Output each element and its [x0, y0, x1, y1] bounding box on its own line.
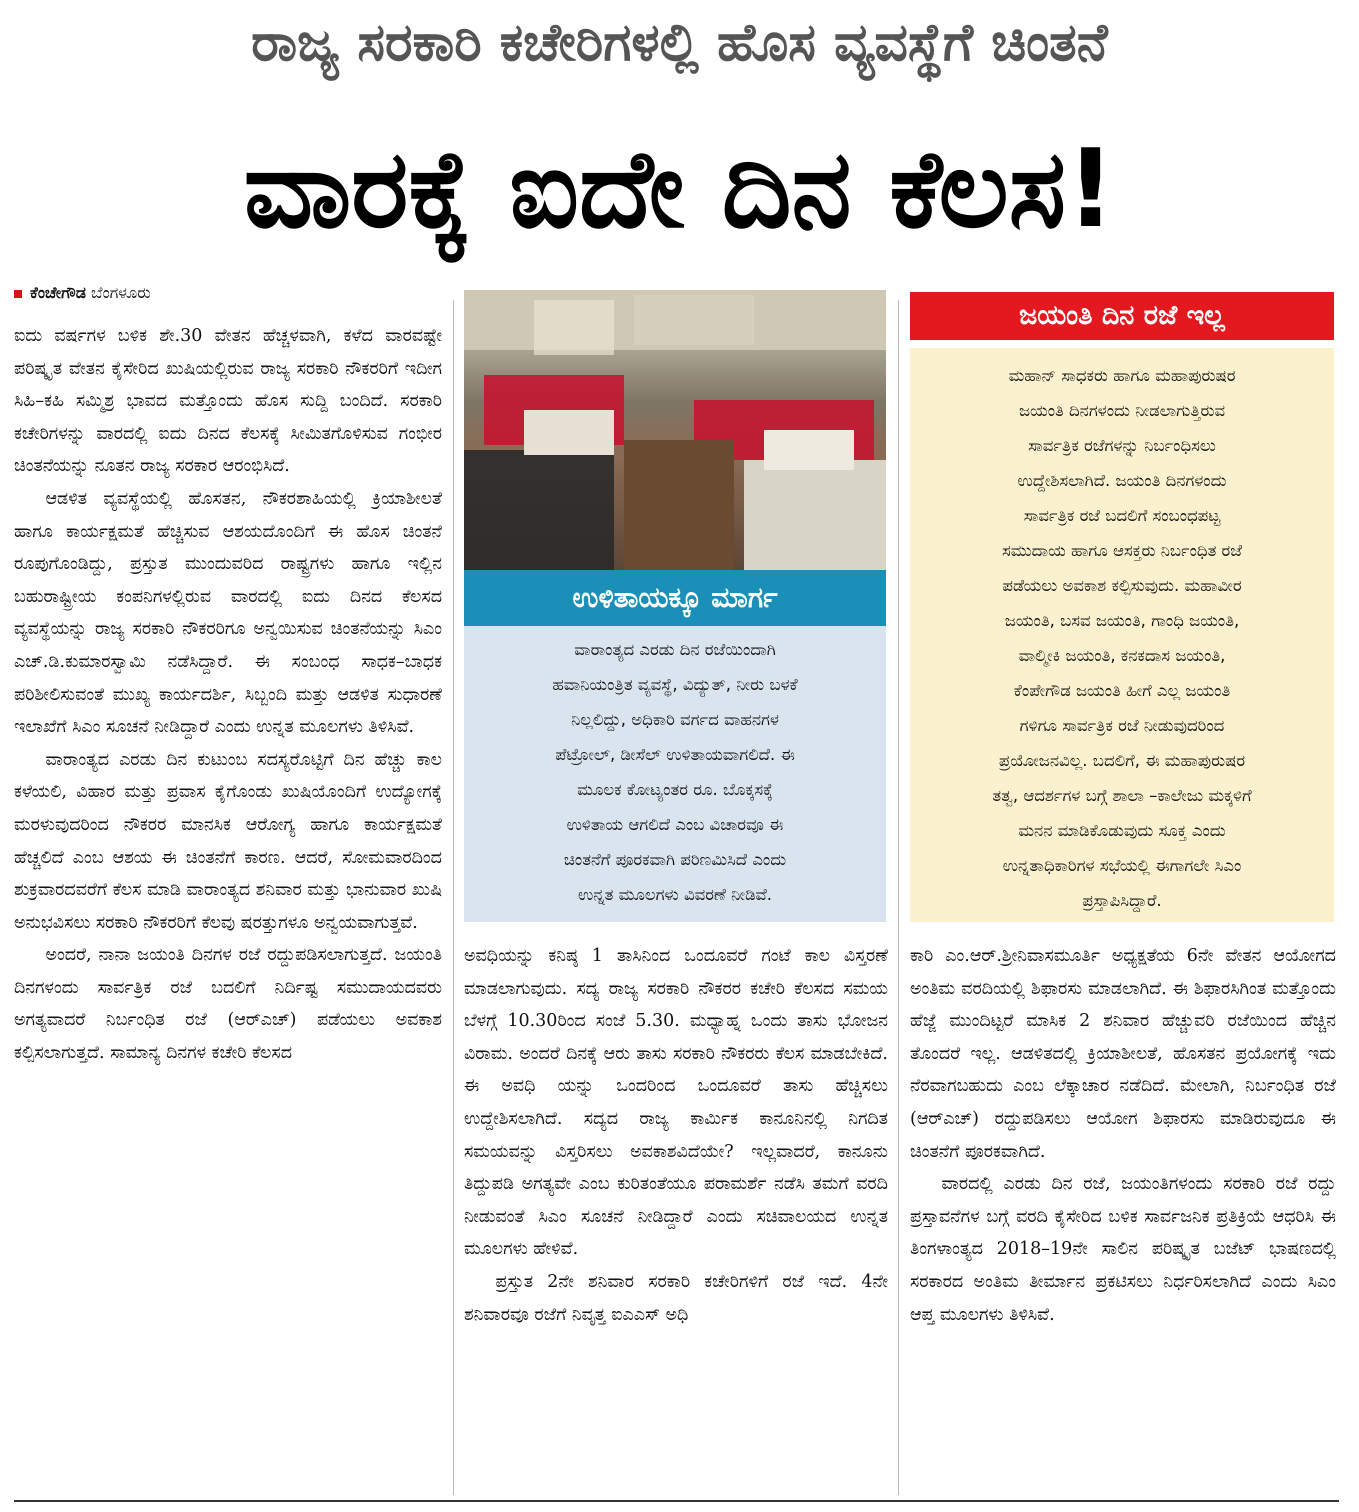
sidebar-line: ಪ್ರಸ್ತಾಪಿಸಿದ್ದಾರೆ. [1082, 891, 1162, 910]
sidebar-line: ಮನನ ಮಾಡಿಕೊಡುವುದು ಸೂಕ್ತ ಎಂದು [1018, 821, 1226, 840]
sidebar-line: ಪ್ರಯೋಜನವಿಲ್ಲ. ಬದಲಿಗೆ, ಈ ಮಹಾಪುರುಷರ [998, 751, 1246, 770]
article-column-3 [910, 940, 1336, 1500]
sidebar-title-savings: ಉಳಿತಾಯಕ್ಕೂ ಮಾರ್ಗ [464, 570, 886, 626]
paragraph: ಅವಧಿಯನ್ನು ಕನಿಷ್ಠ 1 ತಾಸಿನಿಂದ ಒಂದೂವರೆ ಗಂಟೆ ಕಾಲ ವಿಸ್ತರಣೆ ಮಾಡಲಾಗುವುದು. ಸದ್ಯ ರಾಜ್ಯ ಸರಕಾರಿ ನೌಕರರ ಕಚೇರಿ ಕೆಲಸದ ಸಮಯ ಬೆಳಗ್ಗೆ 10.30ರಿಂದ ಸಂಜೆ 5.30. ಮಧ್ಯಾಹ್ನ ಒಂದು ತಾಸು ಭೋಜನ ವಿರಾಮ. ಅಂದರೆ ದಿನಕ್ಕೆ ಆರು ತಾಸು ಸರಕಾರಿ ನೌಕರರು ಕೆಲಸ ಮಾಡಬೇಕಿದೆ. ಈ ಅವಧಿ ಯನ್ನು ಒಂದರಿಂದ ಒಂದೂವರೆ ತಾಸು ಹೆಚ್ಚಿಸಲು ಉದ್ದೇಶಿಸಲಾಗಿದೆ. ಸದ್ಯದ ರಾಜ್ಯ ಕಾರ್ಮಿಕ ಕಾನೂನಿನಲ್ಲಿ ನಿಗದಿತ ಸಮಯವನ್ನು ವಿಸ್ತರಿಸಲು ಅವಕಾಶವಿದೆಯೇ? ಇಲ್ಲವಾದರೆ, ಕಾನೂನು ತಿದ್ದುಪಡಿ ಅಗತ್ಯವೇ ಎಂಬ ಕುರಿತಂತೆಯೂ ಪರಾಮರ್ಶೆ ನಡೆಸಿ ತಮಗೆ ವರದಿ ನೀಡುವಂತೆ ಸಿಎಂ ಸೂಚನೆ ನೀಡಿದ್ದಾರೆ ಎಂದು ಸಚಿವಾಲಯದ ಉನ್ನತ ಮೂಲಗಳು ಹೇಳಿವೆ. [464, 946, 888, 1260]
sidebar-line: ಮೂಲಕ ಕೋಟ್ಯಂತರ ರೂ. ಬೊಕ್ಕಸಕ್ಕೆ [577, 780, 773, 799]
column-divider [898, 300, 899, 1495]
article-column-2 [464, 940, 888, 1500]
byline-author: ಕೆಂಚೇಗೌಡ [30, 283, 86, 302]
sidebar-line: ಹವಾನಿಯಂತ್ರಿತ ವ್ಯವಸ್ಥೆ, ವಿದ್ಯುತ್, ನೀರು ಬಳಕೆ [552, 675, 798, 694]
byline [14, 282, 151, 304]
paragraph: ಆಡಳಿತ ವ್ಯವಸ್ಥೆಯಲ್ಲಿ ಹೊಸತನ, ನೌಕರಶಾಹಿಯಲ್ಲಿ ಕ್ರಿಯಾಶೀಲತೆ ಹಾಗೂ ಕಾರ್ಯಕ್ಷಮತೆ ಹೆಚ್ಚಿಸುವ ಆಶಯದೊಂದಿಗೆ ಈ ಹೊಸ ಚಿಂತನೆ ರೂಪುಗೊಂಡಿದ್ದು, ಪ್ರಸ್ತುತ ಮುಂದುವರಿದ ರಾಷ್ಟ್ರಗಳು ಹಾಗೂ ಇಲ್ಲಿನ ಬಹುರಾಷ್ಟ್ರೀಯ ಕಂಪನಿಗಳಲ್ಲಿರುವ ವಾರದಲ್ಲಿ ಐದು ದಿನದ ಕೆಲಸದ ವ್ಯವಸ್ಥೆಯನ್ನು ರಾಜ್ಯ ಸರಕಾರಿ ನೌಕರರಿಗೂ ಅನ್ವಯಿಸುವ ಚಿಂತನೆಯನ್ನು ಸಿಎಂ ಎಚ್.ಡಿ.ಕುಮಾರಸ್ವಾಮಿ ನಡೆಸಿದ್ದಾರೆ. ಈ ಸಂಬಂಧ ಸಾಧಕ–ಬಾಧಕ ಪರಿಶೀಲಿಸುವಂತೆ ಮುಖ್ಯ ಕಾರ್ಯದರ್ಶಿ, ಸಿಬ್ಬಂದಿ ಮತ್ತು ಆಡಳಿತ ಸುಧಾರಣೆ ಇಲಾಖೆಗೆ ಸಿಎಂ ಸೂಚನೆ ನೀಡಿದ್ದಾರೆ ಎಂದು ಉನ್ನತ ಮೂಲಗಳು ತಿಳಿಸಿವೆ. [14, 488, 442, 738]
sidebar-line: ವಾಲ್ಮೀಕಿ ಜಯಂತಿ, ಕನಕದಾಸ ಜಯಂತಿ, [1018, 646, 1226, 665]
kicker-headline: ರಾಜ್ಯ ಸರಕಾರಿ ಕಚೇರಿಗಳಲ್ಲಿ ಹೊಸ ವ್ಯವಸ್ಥೆಗೆ ಚಿಂತನೆ [251, 13, 1108, 73]
office-files-photo [464, 290, 886, 570]
paragraph: ವಾರಾಂತ್ಯದ ಎರಡು ದಿನ ಕುಟುಂಬ ಸದಸ್ಯರೊಟ್ಟಿಗೆ ದಿನ ಹೆಚ್ಚು ಕಾಲ ಕಳೆಯಲಿ, ವಿಹಾರ ಮತ್ತು ಪ್ರವಾಸ ಕೈಗೊಂಡು ಖುಷಿಯೊಂದಿಗೆ ಉದ್ಯೋಗಕ್ಕೆ ಮರಳುವುದರಿಂದ ನೌಕರರ ಮಾನಸಿಕ ಆರೋಗ್ಯ ಹಾಗೂ ಕಾರ್ಯಕ್ಷಮತೆ ಹೆಚ್ಚಲಿದೆ ಎಂಬ ಆಶಯ ಈ ಚಿಂತನೆಗೆ ಕಾರಣ. ಆದರೆ, ಸೋಮವಾರದಿಂದ ಶುಕ್ರವಾರದವರೆಗೆ ಕೆಲಸ ಮಾಡಿ ವಾರಾಂತ್ಯದ ಶನಿವಾರ ಮತ್ತು ಭಾನುವಾರ ಖುಷಿ ಅನುಭವಿಸಲು ಸರಕಾರಿ ನೌಕರರಿಗೆ ಕೆಲವು ಷರತ್ತುಗಳೂ ಅನ್ವಯವಾಗುತ್ತವೆ. [14, 749, 442, 933]
sidebar-line: ಸಮುದಾಯ ಹಾಗೂ ಆಸಕ್ತರು ನಿರ್ಬಂಧಿತ ರಜೆ [1001, 541, 1243, 560]
sidebar-line: ಪಡೆಯಲು ಅವಕಾಶ ಕಲ್ಪಿಸುವುದು. ಮಹಾವೀರ [1002, 576, 1242, 595]
sidebar-line: ಸಾರ್ವತ್ರಿಕ ರಜೆಗಳನ್ನು ನಿರ್ಬಂಧಿಸಲು [1028, 436, 1216, 455]
sidebar-line: ಜಯಂತಿ, ಬಸವ ಜಯಂತಿ, ಗಾಂಧಿ ಜಯಂತಿ, [1004, 611, 1240, 630]
paragraph: ವಾರದಲ್ಲಿ ಎರಡು ದಿನ ರಜೆ, ಜಯಂತಿಗಳಂದು ಸರಕಾರಿ ರಜೆ ರದ್ದು ಪ್ರಸ್ತಾವನೆಗಳ ಬಗ್ಗೆ ವರದಿ ಕೈಸೇರಿದ ಬಳಿಕ ಸಾರ್ವಜನಿಕ ಪ್ರತಿಕ್ರಿಯೆ ಆಧರಿಸಿ ಈ ತಿಂಗಳಾಂತ್ಯದ 2018–19ನೇ ಸಾಲಿನ ಪರಿಷ್ಕೃತ ಬಜೆಟ್ ಭಾಷಣದಲ್ಲಿ ಸರಕಾರದ ಅಂತಿಮ ತೀರ್ಮಾನ ಪ್ರಕಟಿಸಲು ನಿರ್ಧರಿಸಲಾಗಿದೆ ಎಂದು ಸಿಎಂ ಆಪ್ತ ಮೂಲಗಳು ತಿಳಿಸಿವೆ. [910, 1174, 1336, 1325]
paragraph: ಐದು ವರ್ಷಗಳ ಬಳಿಕ ಶೇ.30 ವೇತನ ಹೆಚ್ಚಳವಾಗಿ, ಕಳೆದ ವಾರವಷ್ಟೇ ಪರಿಷ್ಕೃತ ವೇತನ ಕೈಸೇರಿದ ಖುಷಿಯಲ್ಲಿರುವ ರಾಜ್ಯ ಸರಕಾರಿ ನೌಕರರಿಗೆ ಇದೀಗ ಸಿಹಿ–ಕಹಿ ಸಮ್ಮಿಶ್ರ ಭಾವದ ಮತ್ತೊಂದು ಹೊಸ ಸುದ್ದಿ ಬಂದಿದೆ. ಸರಕಾರಿ ಕಚೇರಿಗಳನ್ನು ವಾರದಲ್ಲಿ ಐದು ದಿನದ ಕೆಲಸಕ್ಕೆ ಸೀಮಿತಗೊಳಿಸುವ ಗಂಭೀರ ಚಿಂತನೆಯನ್ನು ನೂತನ ರಾಜ್ಯ ಸರಕಾರ ಆರಂಭಿಸಿದೆ. [14, 326, 442, 477]
sidebar-title-no-holiday: ಜಯಂತಿ ದಿನ ರಜೆ ಇಲ್ಲ [910, 292, 1334, 340]
paragraph: ಅಂದರೆ, ನಾನಾ ಜಯಂತಿ ದಿನಗಳ ರಜೆ ರದ್ದುಪಡಿಸಲಾಗುತ್ತದೆ. ಜಯಂತಿ ದಿನಗಳಂದು ಸಾರ್ವತ್ರಿಕ ರಜೆ ಬದಲಿಗೆ ನಿರ್ದಿಷ್ಟ ಸಮುದಾಯದವರು ಅಗತ್ಯವಾದರೆ ನಿರ್ಬಂಧಿತ ರಜೆ (ಆರ್‌ಎಚ್) ಪಡೆಯಲು ಅವಕಾಶ ಕಲ್ಪಿಸಲಾಗುತ್ತದೆ. ಸಾಮಾನ್ಯ ದಿನಗಳ ಕಚೇರಿ ಕೆಲಸದ [14, 945, 442, 1064]
article-column-1 [14, 320, 442, 1500]
sidebar-line: ಕೆಂಪೇಗೌಡ ಜಯಂತಿ ಹೀಗೆ ಎಲ್ಲ ಜಯಂತಿ [1013, 681, 1231, 700]
column-divider [453, 300, 454, 1495]
sidebar-line: ಉದ್ದೇಶಿಸಲಾಗಿದೆ. ಜಯಂತಿ ದಿನಗಳಂದು [1017, 471, 1227, 490]
main-headline: ವಾರಕ್ಕೆ ಐದೇ ದಿನ ಕೆಲಸ! [243, 127, 1116, 252]
sidebar-line: ಸಾರ್ವತ್ರಿಕ ರಜೆ ಬದಲಿಗೆ ಸಂಬಂಧಪಟ್ಟ [1023, 506, 1221, 525]
sidebar-line: ಪೆಟ್ರೋಲ್, ಡೀಸೆಲ್ ಉಳಿತಾಯವಾಗಲಿದೆ. ಈ [555, 745, 795, 764]
paragraph: ಕಾರಿ ಎಂ.ಆರ್.ಶ್ರೀನಿವಾಸಮೂರ್ತಿ ಅಧ್ಯಕ್ಷತೆಯ 6ನೇ ವೇತನ ಆಯೋಗದ ಅಂತಿಮ ವರದಿಯಲ್ಲಿ ಶಿಫಾರಸು ಮಾಡಲಾಗಿದೆ. ಈ ಶಿಫಾರಸಿಗಿಂತ ಮತ್ತೊಂದು ಹೆಜ್ಜೆ ಮುಂದಿಟ್ಟರೆ ಮಾಸಿಕ 2 ಶನಿವಾರ ಹೆಚ್ಚುವರಿ ರಜೆಯಿಂದ ಹೆಚ್ಚಿನ ತೊಂದರೆ ಇಲ್ಲ. ಆಡಳಿತದಲ್ಲಿ ಕ್ರಿಯಾಶೀಲತೆ, ಹೊಸತನ ಪ್ರಯೋಗಕ್ಕೆ ಇದು ನೆರವಾಗಬಹುದು ಎಂಬ ಲೆಕ್ಕಾಚಾರ ನಡೆದಿದೆ. ಮೇಲಾಗಿ, ನಿರ್ಬಂಧಿತ ರಜೆ (ಆರ್‌ಎಚ್) ರದ್ದುಪಡಿಸಲು ಆಯೋಗ ಶಿಫಾರಸು ಮಾಡಿರುವುದೂ ಈ ಚಿಂತನೆಗೆ ಪೂರಕವಾಗಿದೆ. [910, 946, 1336, 1162]
byline-place: ಬೆಂಗಳೂರು [91, 283, 151, 302]
sidebar-savings-box [464, 626, 886, 922]
bottom-rule [14, 1500, 1339, 1502]
paragraph: ಪ್ರಸ್ತುತ 2ನೇ ಶನಿವಾರ ಸರಕಾರಿ ಕಚೇರಿಗಳಿಗೆ ರಜೆ ಇದೆ. 4ನೇ ಶನಿವಾರವೂ ರಜೆಗೆ ನಿವೃತ್ತ ಐಎಎಸ್ ಅಧಿ [464, 1271, 888, 1325]
sidebar-line: ನಿಲ್ಲಲಿದ್ದು, ಅಧಿಕಾರಿ ವರ್ಗದ ವಾಹನಗಳ [571, 710, 779, 729]
sidebar-line: ಮಹಾನ್ ಸಾಧಕರು ಹಾಗೂ ಮಹಾಪುರುಷರ [1008, 366, 1236, 385]
sidebar-line: ಗಳಿಗೂ ಸಾರ್ವತ್ರಿಕ ರಜೆ ನೀಡುವುದರಿಂದ [1019, 716, 1225, 735]
sidebar-jayanti-box [910, 348, 1334, 922]
bullet-square-icon [14, 290, 22, 298]
sidebar-line: ಉನ್ನತಾಧಿಕಾರಿಗಳ ಸಭೆಯಲ್ಲಿ ಈಗಾಗಲೇ ಸಿಎಂ [1002, 856, 1242, 875]
sidebar-line: ತತ್ವ, ಆದರ್ಶಗಳ ಬಗ್ಗೆ ಶಾಲಾ –ಕಾಲೇಜು ಮಕ್ಕಳಿಗೆ [992, 786, 1252, 805]
sidebar-line: ಜಯಂತಿ ದಿನಗಳಂದು ನೀಡಲಾಗುತ್ತಿರುವ [1018, 401, 1226, 420]
sidebar-line: ಉಳಿತಾಯ ಆಗಲಿದೆ ಎಂಬ ವಿಚಾರವೂ ಈ [566, 815, 784, 834]
sidebar-line: ಚಿಂತನೆಗೆ ಪೂರಕವಾಗಿ ಪರಿಣಮಿಸಿದೆ ಎಂದು [563, 850, 787, 869]
office-photo-illustration [464, 290, 886, 570]
sidebar-line: ಉನ್ನತ ಮೂಲಗಳು ವಿವರಣೆ ನೀಡಿವೆ. [578, 885, 772, 904]
sidebar-line: ವಾರಾಂತ್ಯದ ಎರಡು ದಿನ ರಜೆಯಿಂದಾಗಿ [574, 640, 776, 659]
